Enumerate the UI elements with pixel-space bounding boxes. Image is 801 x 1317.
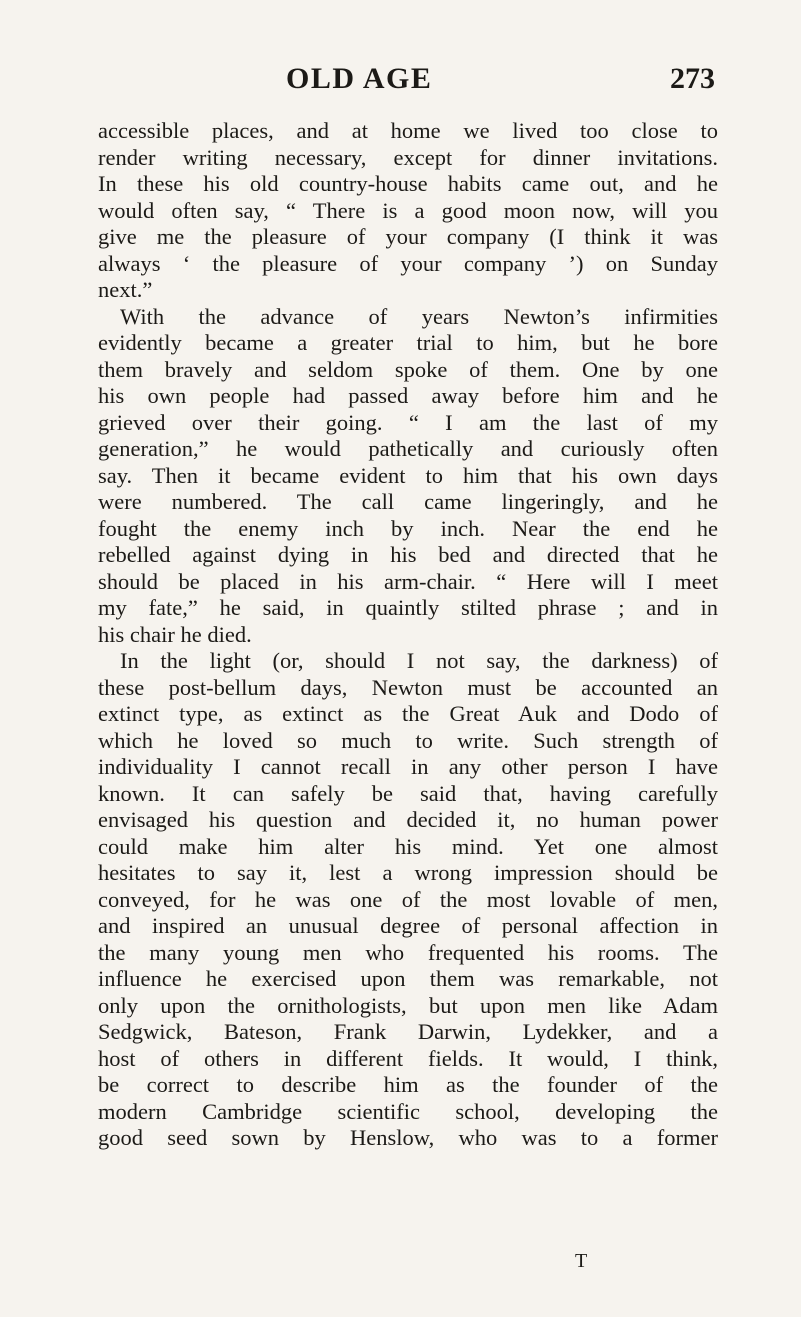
text-line: Sedgwick, Bateson, Frank Darwin, Lydekker, and a	[98, 1019, 718, 1044]
text-line: and inspired an unusual degree of personal affection in	[98, 913, 718, 938]
text-line: his chair he died.	[98, 621, 252, 647]
text-line: them bravely and seldom spoke of them. One by one	[98, 356, 718, 382]
text-line: rebelled against dying in his bed and directed that he	[98, 542, 718, 567]
text-line: In these his old country-house habits came out, and he	[98, 171, 718, 196]
text-line: were numbered. The call came lingeringly, and he	[98, 489, 718, 514]
text-line: host of others in different fields. It would, I think,	[98, 1045, 718, 1071]
text-line: good seed sown by Henslow, who was to a former	[98, 1125, 718, 1150]
text-line: his own people had passed away before him and he	[98, 383, 718, 408]
text-line: always ‘ the pleasure of your company ’) on Sunday	[98, 250, 718, 276]
text-line: be correct to describe him as the founder of the	[98, 1072, 718, 1097]
text-line: generation,” he would pathetically and curiously often	[98, 436, 718, 461]
text-line: envisaged his question and decided it, no human power	[98, 807, 718, 832]
text-line: In the light (or, should I not say, the darkness) of	[120, 648, 718, 673]
text-line: influence he exercised upon them was remarkable, not	[98, 966, 718, 991]
text-line: fought the enemy inch by inch. Near the end he	[98, 515, 718, 541]
body-text	[98, 118, 718, 1152]
text-line: next.”	[98, 277, 153, 302]
text-line: evidently became a greater trial to him, but he bore	[98, 330, 718, 355]
text-line: conveyed, for he was one of the most lovable of men,	[98, 886, 718, 912]
text-line: only upon the ornithologists, but upon men like Adam	[98, 992, 718, 1018]
text-line: render writing necessary, except for dinner invitations.	[98, 144, 718, 170]
text-line: my fate,” he said, in quaintly stilted phrase ; and in	[98, 595, 718, 620]
text-line: hesitates to say it, lest a wrong impression should be	[98, 860, 718, 885]
text-line: say. Then it became evident to him that his own days	[98, 462, 718, 488]
signature-mark: T	[575, 1250, 588, 1272]
text-line: modern Cambridge scientific school, developing the	[98, 1098, 718, 1124]
text-line: With the advance of years Newton’s infirmities	[120, 303, 718, 329]
text-line: which he loved so much to write. Such strength of	[98, 727, 718, 753]
text-line: give me the pleasure of your company (I think it was	[98, 224, 718, 249]
text-line: these post-bellum days, Newton must be accounted an	[98, 674, 718, 700]
running-title: OLD AGE	[286, 62, 433, 95]
page-number: 273	[670, 62, 715, 95]
running-head	[0, 62, 801, 102]
text-line: accessible places, and at home we lived too close to	[98, 118, 718, 143]
text-line: grieved over their going. “ I am the last of my	[98, 409, 718, 435]
text-line: extinct type, as extinct as the Great Auk and Dodo of	[98, 701, 718, 726]
text-line: should be placed in his arm-chair. “ Here will I meet	[98, 568, 718, 594]
text-line: individuality I cannot recall in any other person I have	[98, 754, 718, 779]
text-line: the many young men who frequented his rooms. The	[98, 939, 718, 965]
text-line: would often say, “ There is a good moon now, will you	[98, 197, 718, 223]
text-line: could make him alter his mind. Yet one almost	[98, 833, 718, 859]
text-line: known. It can safely be said that, having carefully	[98, 780, 718, 806]
